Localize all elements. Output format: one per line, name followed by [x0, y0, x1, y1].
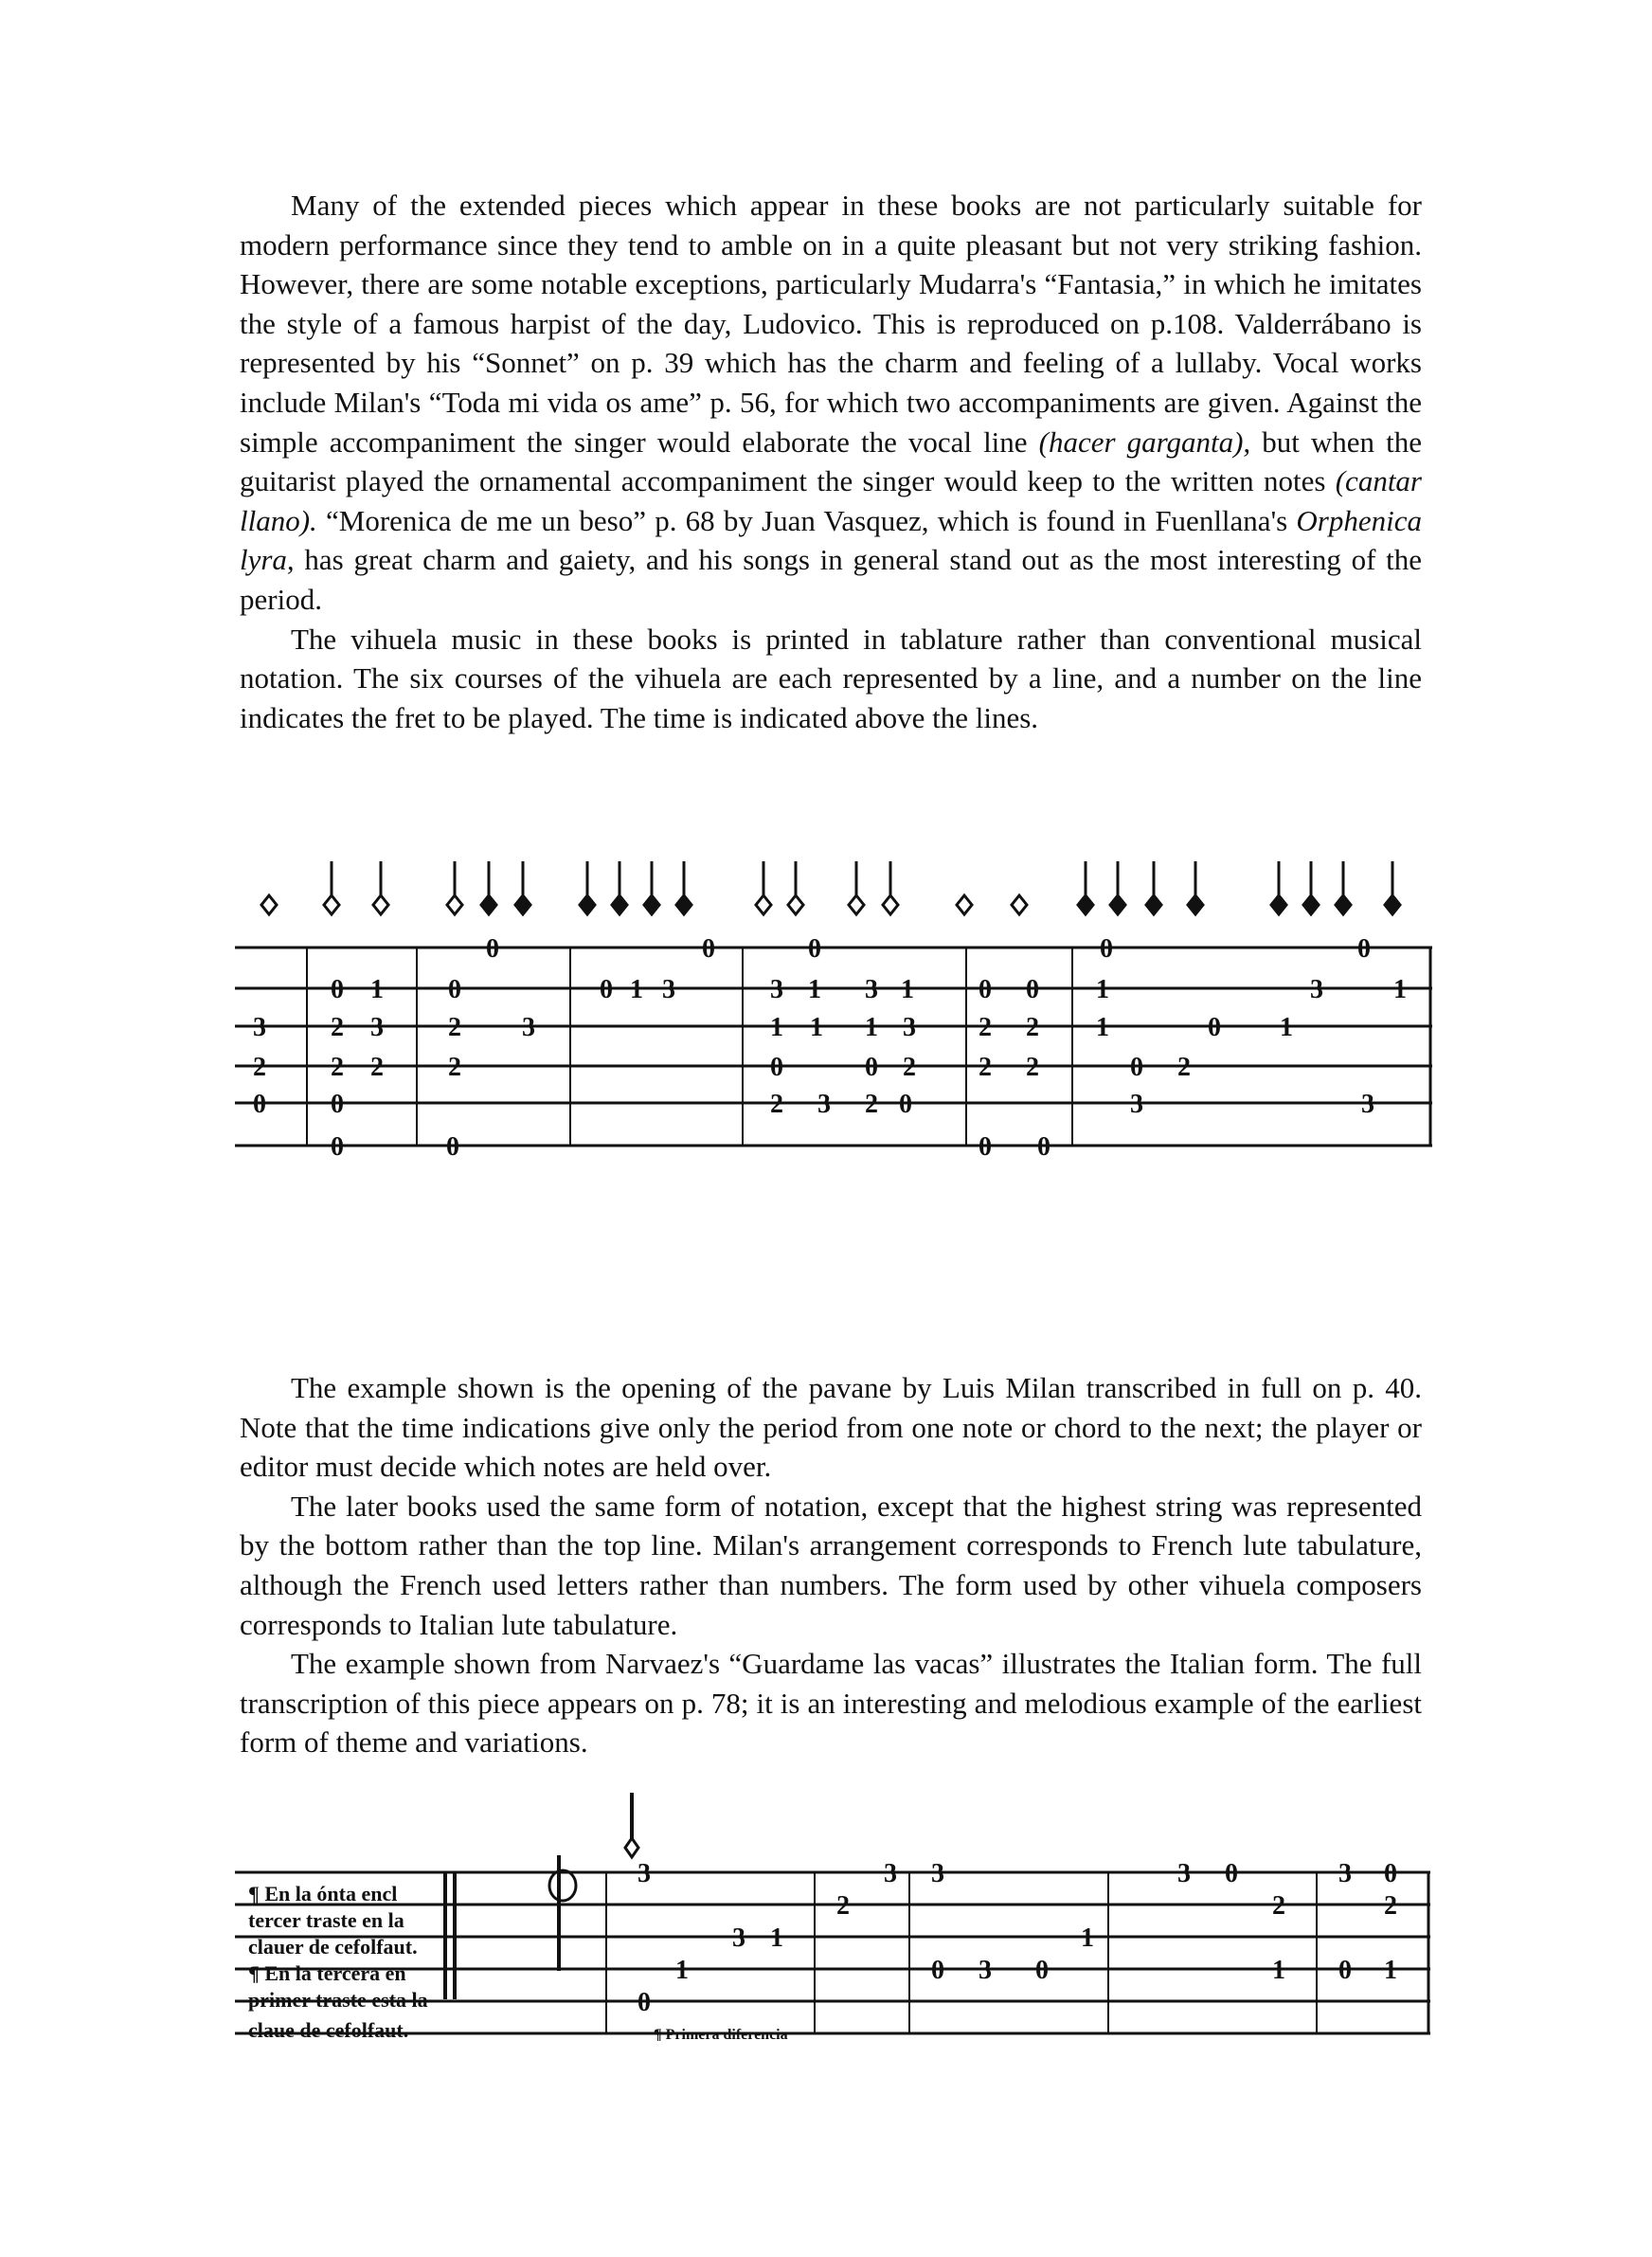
svg-text:3: 3: [253, 1013, 266, 1042]
svg-text:3: 3: [865, 975, 878, 1004]
tab2-caption-line: clauer de cefolfaut.: [248, 1935, 418, 1959]
svg-text:2: 2: [370, 1053, 384, 1082]
svg-text:3: 3: [1130, 1090, 1143, 1119]
svg-text:0: 0: [446, 1132, 459, 1162]
svg-text:1: 1: [808, 975, 821, 1004]
svg-text:0: 0: [448, 975, 461, 1004]
svg-text:3: 3: [1177, 1859, 1191, 1888]
svg-text:3: 3: [979, 1956, 992, 1985]
svg-text:3: 3: [1361, 1090, 1374, 1119]
svg-text:1: 1: [901, 975, 914, 1004]
svg-text:3: 3: [770, 975, 783, 1004]
svg-text:0: 0: [1338, 1956, 1352, 1985]
svg-text:3: 3: [817, 1090, 831, 1119]
svg-text:2: 2: [1177, 1053, 1191, 1082]
svg-text:0: 0: [331, 1090, 344, 1119]
svg-text:0: 0: [1026, 975, 1039, 1004]
svg-text:0: 0: [1130, 1053, 1143, 1082]
tab2-caption-line: tercer traste en la: [248, 1908, 404, 1932]
svg-text:2: 2: [865, 1090, 878, 1119]
svg-text:0: 0: [331, 1132, 344, 1162]
tab2-caption-line: claue de cefolfaut.: [248, 2018, 409, 2042]
svg-text:0: 0: [1037, 1132, 1050, 1162]
svg-text:0: 0: [865, 1053, 878, 1082]
svg-text:2: 2: [331, 1053, 344, 1082]
svg-text:0: 0: [486, 934, 499, 964]
paragraph-vihuela-books: Many of the extended pieces which appear in these books are not particularly suitable for modern performance since they tend to amble on in a quite pleasant but not very striking fashion. However, there are some notable exceptions, particularly Mudarra's “Fantasia,” in which he imitates the style of a famous harpist of the day, Ludovico. This is reproduced on p.108. Valderrábano is represented by his “Sonnet” on p. 39 which has the charm and feeling of a lullaby. Vocal works include Milan's “Toda mi vida os ame” p. 56, for which two accompaniments are given. Against the simple accompaniment the singer would elaborate the vocal line (hacer garganta), but when the guitarist played the ornamental accompaniment the singer would keep to the written notes (cantar llano). “Morenica de me un beso” p. 68 by Juan Vasquez, which is found in Fuenllana's Orphenica lyra, has great charm and gaiety, and his songs in general stand out as the most interesting of the period.: [240, 189, 1422, 616]
svg-text:0: 0: [899, 1090, 912, 1119]
svg-text:0: 0: [331, 975, 344, 1004]
svg-text:3: 3: [662, 975, 675, 1004]
svg-text:0: 0: [1035, 1956, 1049, 1985]
svg-text:2: 2: [770, 1090, 783, 1119]
svg-text:1: 1: [1096, 975, 1109, 1004]
svg-text:1: 1: [1280, 1013, 1293, 1042]
svg-text:0: 0: [637, 1988, 651, 2017]
svg-text:2: 2: [836, 1891, 850, 1921]
tab2-caption-line: primer traste esta la: [248, 1988, 428, 2012]
svg-text:0: 0: [1384, 1859, 1397, 1888]
svg-text:3: 3: [370, 1013, 384, 1042]
svg-text:0: 0: [1357, 934, 1371, 964]
svg-text:0: 0: [979, 975, 992, 1004]
svg-text:0: 0: [1208, 1013, 1221, 1042]
svg-text:0: 0: [702, 934, 715, 964]
svg-text:3: 3: [1310, 975, 1323, 1004]
svg-text:2: 2: [979, 1013, 992, 1042]
svg-text:1: 1: [810, 1013, 823, 1042]
tab2-caption-line: ¶ En la ónta encl: [248, 1882, 398, 1905]
svg-text:1: 1: [770, 1923, 783, 1953]
svg-text:3: 3: [1338, 1859, 1352, 1888]
svg-text:2: 2: [903, 1053, 916, 1082]
paragraph-tablature: The vihuela music in these books is printed in tablature rather than conventional musical notation. The six courses of the vihuela are each represented by a line, and a number on the line indicates the fret to be played. The time is indicated above the lines.: [240, 622, 1422, 734]
svg-text:0: 0: [1100, 934, 1113, 964]
svg-text:1: 1: [630, 975, 643, 1004]
svg-text:0: 0: [253, 1090, 266, 1119]
svg-text:0: 0: [770, 1053, 783, 1082]
tab2-footer: ¶ Primera diferencia: [654, 2027, 788, 2043]
svg-text:2: 2: [448, 1013, 461, 1042]
svg-text:2: 2: [1026, 1013, 1039, 1042]
svg-text:3: 3: [884, 1859, 897, 1888]
svg-text:3: 3: [903, 1013, 916, 1042]
svg-text:1: 1: [770, 1013, 783, 1042]
svg-text:2: 2: [253, 1053, 266, 1082]
svg-text:1: 1: [865, 1013, 878, 1042]
svg-text:1: 1: [1272, 1956, 1285, 1985]
svg-text:2: 2: [448, 1053, 461, 1082]
svg-text:0: 0: [808, 934, 821, 964]
svg-text:0: 0: [979, 1132, 992, 1162]
paragraph-milan-pavane: The example shown is the opening of the pavane by Luis Milan transcribed in full on p. 40. Note that the time indications give only the period from one note or chord to the next; the player or editor must decide which notes are held over.: [240, 1371, 1422, 1484]
tab2-caption-line: ¶ En la tercera en: [248, 1961, 406, 1985]
svg-text:1: 1: [1393, 975, 1407, 1004]
svg-text:1: 1: [1384, 1956, 1397, 1985]
paragraph-narvaez-example: The example shown from Narvaez's “Guardame las vacas” illustrates the Italian form. The full transcription of this piece appears on p. 78; it is an interesting and melodious example of the earliest form of theme and variations.: [240, 1647, 1422, 1760]
svg-text:1: 1: [370, 975, 384, 1004]
svg-text:1: 1: [675, 1956, 689, 1985]
svg-text:1: 1: [1096, 1013, 1109, 1042]
svg-text:0: 0: [600, 975, 613, 1004]
svg-text:3: 3: [931, 1859, 944, 1888]
svg-text:2: 2: [979, 1053, 992, 1082]
svg-text:0: 0: [931, 1956, 944, 1985]
svg-text:2: 2: [331, 1013, 344, 1042]
paragraph-later-books: The later books used the same form of notation, except that the highest string was represented by the bottom rather than the top line. Milan's arrangement corresponds to French lute tabulature, although the French used letters rather than numbers. The form used by other vihuela composers corresponds to Italian lute tabulature.: [240, 1489, 1422, 1641]
svg-text:1: 1: [1081, 1923, 1094, 1953]
svg-text:2: 2: [1026, 1053, 1039, 1082]
svg-text:0: 0: [1225, 1859, 1238, 1888]
svg-text:2: 2: [1384, 1891, 1397, 1921]
svg-text:3: 3: [637, 1859, 651, 1888]
svg-text:3: 3: [732, 1923, 745, 1953]
svg-text:3: 3: [522, 1013, 535, 1042]
svg-text:2: 2: [1272, 1891, 1285, 1921]
